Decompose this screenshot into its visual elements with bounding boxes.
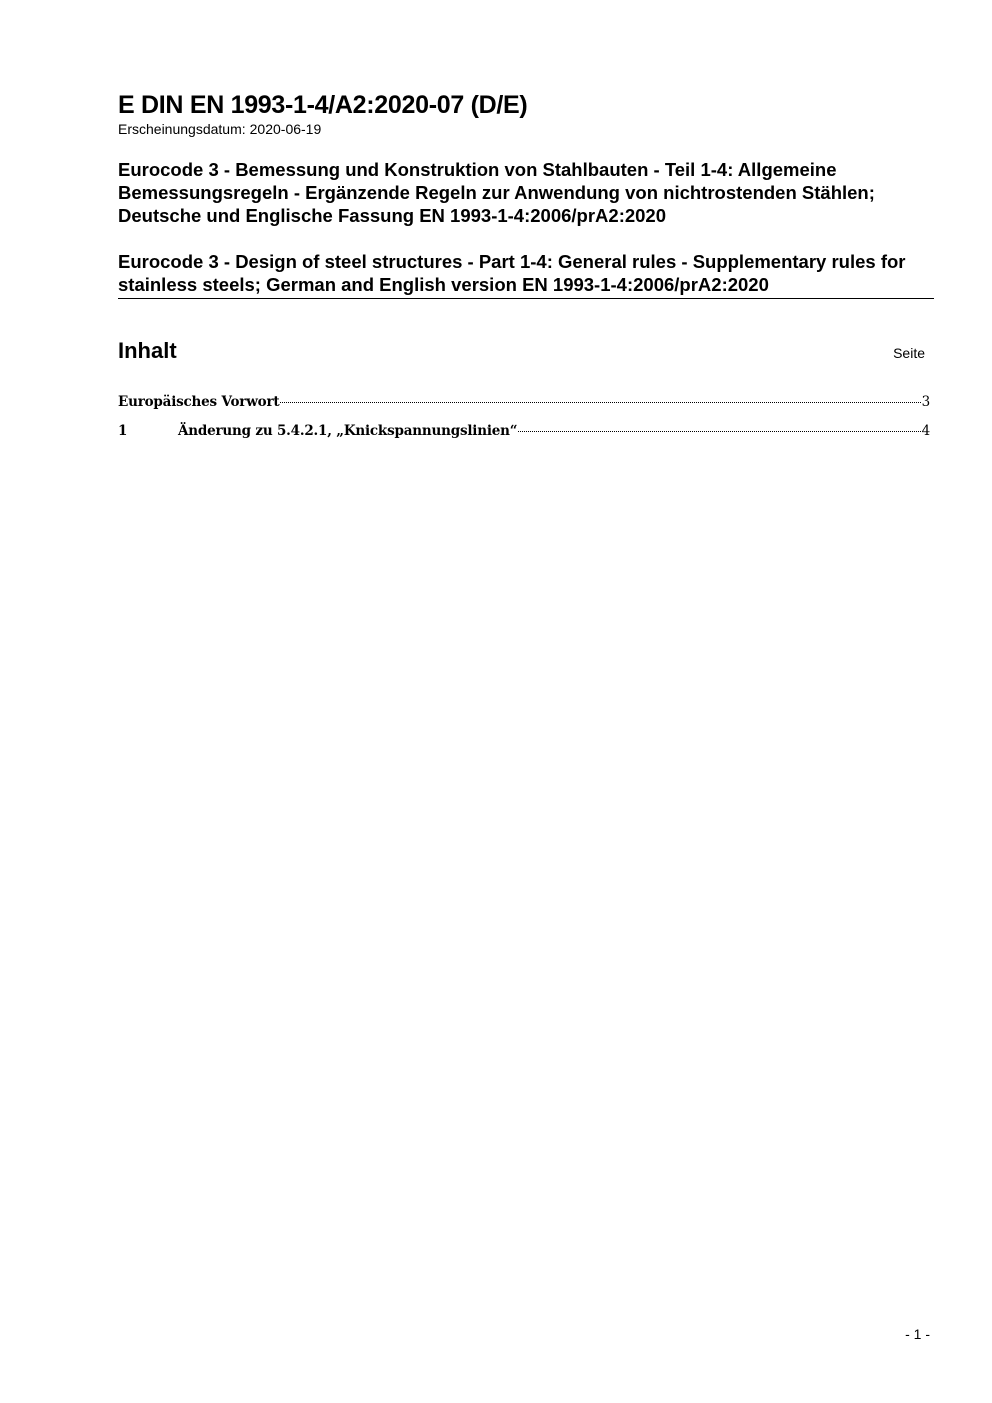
toc-entry-section-1[interactable] <box>118 423 930 452</box>
title-english: Eurocode 3 - Design of steel structures - Part 1-4: General rules - Supplementary rules for stainless steels; German and English version EN 1993-1-4:2006/prA2:2020 <box>118 251 906 295</box>
title-divider <box>118 298 934 299</box>
publication-date-line <box>118 120 934 138</box>
publication-date-label: Erscheinungsdatum: <box>118 121 246 137</box>
publication-date-value: 2020-06-19 <box>249 121 322 137</box>
toc-entry-title[interactable]: Europäisches Vorwort <box>118 394 280 410</box>
toc-entry-title[interactable]: Änderung zu 5.4.2.1, „Knickspannungslinien“ <box>178 423 518 439</box>
document-header <box>118 90 934 138</box>
toc-page-column-label: Seite <box>893 345 925 361</box>
title-german: Eurocode 3 - Bemessung und Konstruktion von Stahlbauten - Teil 1-4: Allgemeine Bemessungsregeln - Ergänzende Regeln zur Anwendung von nichtrostenden Stählen; Deutsche und Englische Fassung EN 1993-1-4:2006/prA2:2020 <box>118 159 875 226</box>
table-of-contents <box>118 394 930 452</box>
toc-heading: Inhalt <box>118 338 177 363</box>
toc-entry-page[interactable]: 3 <box>921 394 930 410</box>
page-number: - 1 - <box>905 1326 930 1342</box>
toc-entry-number: 1 <box>118 423 128 439</box>
toc-dot-leader <box>280 402 920 403</box>
toc-entry-page[interactable]: 4 <box>921 423 930 439</box>
toc-dot-leader <box>518 431 920 432</box>
toc-entry-foreword[interactable] <box>118 394 930 423</box>
document-id: E DIN EN 1993-1-4/A2:2020-07 (D/E) <box>118 91 528 119</box>
